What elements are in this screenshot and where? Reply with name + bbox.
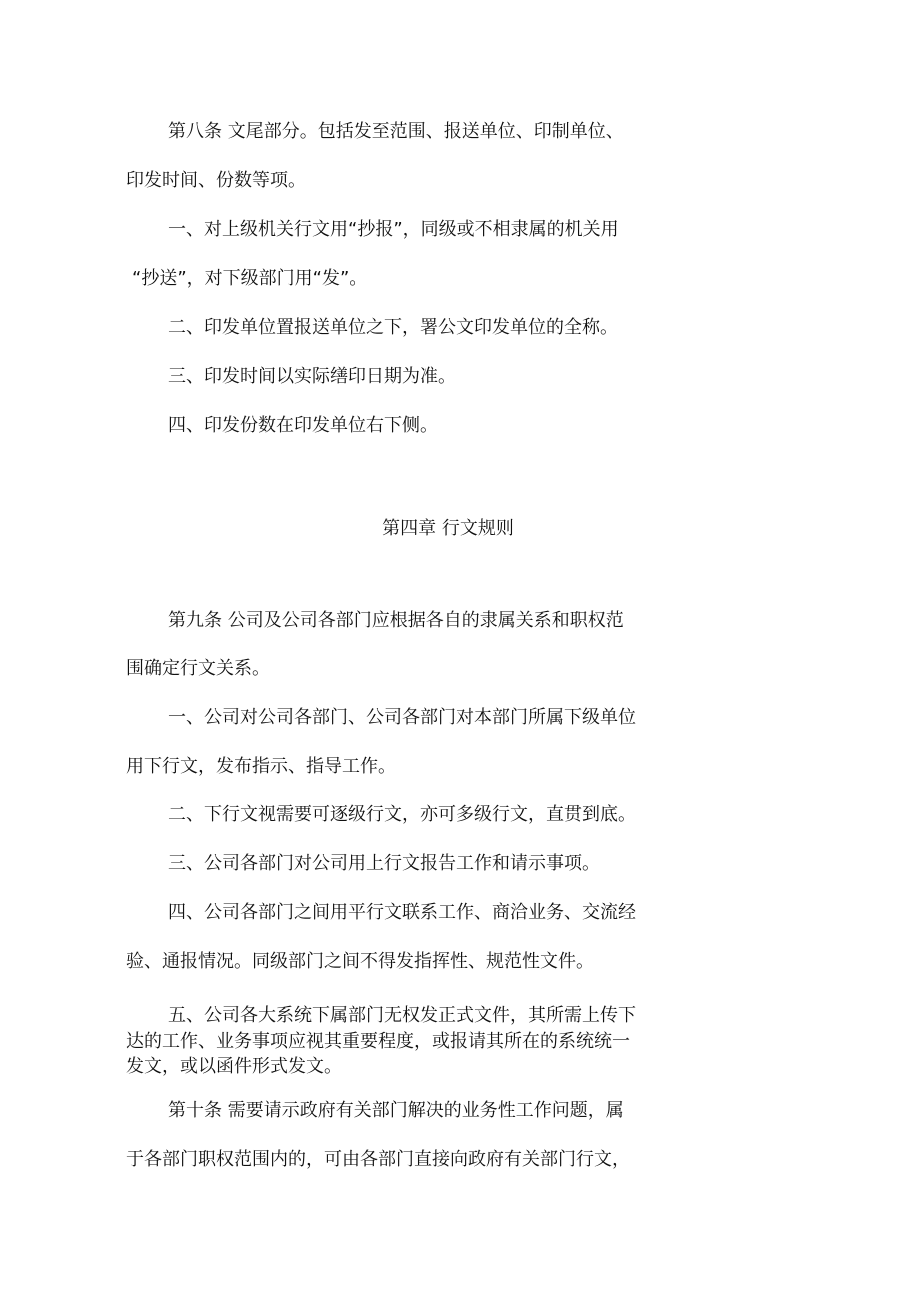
article-8-item-1-line-2: “抄送”，对下级部门用“发”。 <box>132 268 368 289</box>
article-9-item-5-line-3: 发文，或以函件形式发文。 <box>126 1056 342 1077</box>
article-10-line-2: 于各部门职权范围内的，可由各部门直接向政府有关部门行文， <box>126 1149 630 1170</box>
article-8-item-3: 三、印发时间以实际缮印日期为准。 <box>168 366 456 387</box>
article-9-line-1: 第九条 公司及公司各部门应根据各自的隶属关系和职权范 <box>168 610 624 631</box>
article-9-item-2: 二、下行文视需要可逐级行文，亦可多级行文，直贯到底。 <box>168 804 636 825</box>
article-8-item-4: 四、印发份数在印发单位右下侧。 <box>168 415 438 436</box>
article-9-item-4-line-1: 四、公司各部门之间用平行文联系工作、商洽业务、交流经 <box>168 902 636 923</box>
article-9-item-1-line-2: 用下行文，发布指示、指导工作。 <box>126 756 396 777</box>
article-9-item-4-line-2: 验、通报情况。同级部门之间不得发指挥性、规范性文件。 <box>126 951 594 972</box>
article-10-line-1: 第十条 需要请示政府有关部门解决的业务性工作问题，属 <box>168 1100 624 1121</box>
article-8-line-1: 第八条 文尾部分。包括发至范围、报送单位、印制单位、 <box>168 121 624 142</box>
article-8-line-2: 印发时间、份数等项。 <box>126 170 306 191</box>
article-8-item-1-line-1: 一、对上级机关行文用“抄报”，同级或不相隶属的机关用 <box>168 219 619 240</box>
chapter-4-heading: 第四章 行文规则 <box>382 518 514 539</box>
article-9-item-5-line-1: 五、公司各大系统下属部门无权发正式文件，其所需上传下 <box>168 1005 636 1026</box>
article-9-item-3: 三、公司各部门对公司用上行文报告工作和请示事项。 <box>168 853 600 874</box>
article-9-item-5-line-2: 达的工作、业务事项应视其重要程度，或报请其所在的系统统一 <box>126 1031 630 1052</box>
article-9-item-1-line-1: 一、公司对公司各部门、公司各部门对本部门所属下级单位 <box>168 707 636 728</box>
article-8-item-2: 二、印发单位置报送单位之下，署公文印发单位的全称。 <box>168 317 618 338</box>
article-9-line-2: 围确定行文关系。 <box>126 658 270 679</box>
